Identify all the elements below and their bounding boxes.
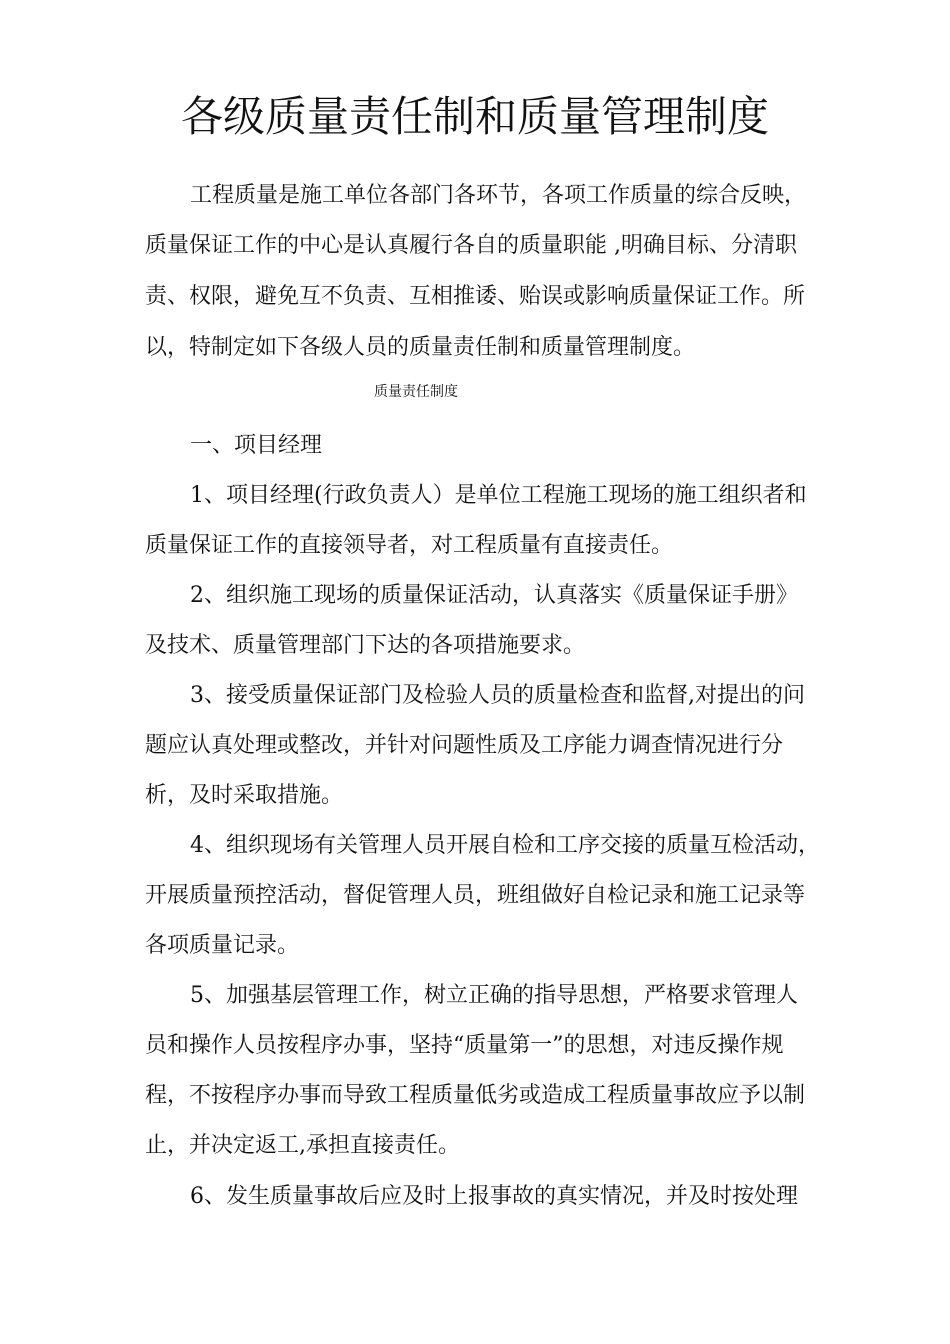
document-title: 各级质量责任制和质量管理制度 xyxy=(180,92,769,141)
paragraph-line: 4、组织现场有关管理人员开展自检和工序交接的质量互检活动， xyxy=(190,833,820,858)
paragraph-line: 员和操作人员按程序办事，坚持“质量第一”的思想，对违反操作规 xyxy=(145,1033,784,1058)
paragraph-line: 1、项目经理(行政负责人）是单位工程施工现场的施工组织者和 xyxy=(190,483,807,508)
paragraph-line: 3、接受质量保证部门及检验人员的质量检查和监督,对提出的问 xyxy=(190,683,805,708)
intro-line-2: 质量保证工作的中心是认真履行各自的质量职能 ,明确目标、分清职 xyxy=(145,233,797,258)
paragraph-line: 开展质量预控活动，督促管理人员，班组做好自检记录和施工记录等 xyxy=(145,883,806,908)
paragraph-line: 2、组织施工现场的质量保证活动，认真落实《质量保证手册》 xyxy=(190,583,798,608)
paragraph-line: 程，不按程序办事而导致工程质量低劣或造成工程质量事故应予以制 xyxy=(145,1083,806,1108)
paragraph-line: 题应认真处理或整改，并针对问题性质及工序能力调查情况进行分 xyxy=(145,733,784,758)
paragraph-line: 及技术、质量管理部门下达的各项措施要求。 xyxy=(145,633,586,658)
paragraph-line: 5、加强基层管理工作，树立正确的指导思想，严格要求管理人 xyxy=(190,983,798,1008)
paragraph-line: 止，并决定返工,承担直接责任。 xyxy=(145,1133,460,1158)
subsection-heading: 一、项目经理 xyxy=(190,433,323,458)
intro-line-1: 工程质量是施工单位各部门各环节，各项工作质量的综合反映， xyxy=(190,183,807,208)
paragraph-line: 各项质量记录。 xyxy=(145,933,300,958)
paragraph-line: 析，及时采取措施。 xyxy=(145,783,344,808)
paragraph-line: 6、发生质量事故后应及时上报事故的真实情况，并及时按处理 xyxy=(190,1184,798,1209)
paragraph-line: 质量保证工作的直接领导者，对工程质量有直接责任。 xyxy=(145,533,674,558)
intro-line-3: 责、权限，避免互不负责、互相推诿、贻误或影响质量保证工作。所 xyxy=(145,284,806,309)
intro-line-4: 以，特制定如下各级人员的质量责任制和质量管理制度。 xyxy=(145,335,696,360)
section-heading: 质量责任制度 xyxy=(374,384,458,400)
